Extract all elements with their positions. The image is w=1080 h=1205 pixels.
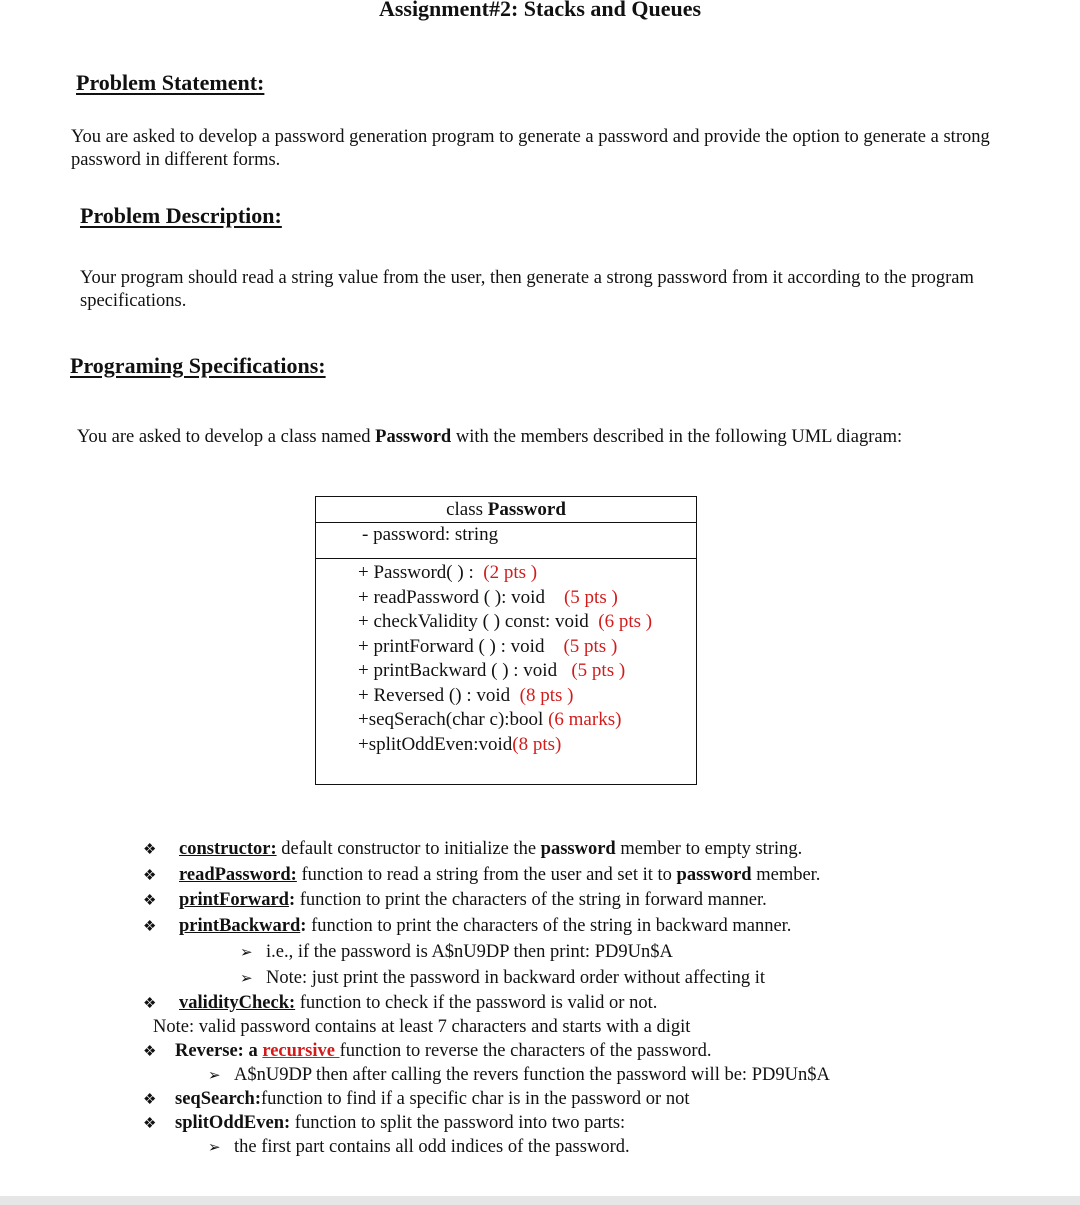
bullet-seq-search: ❖ seqSearch:function to find if a specific char is in the password or not: [143, 1087, 689, 1112]
sub-bullet-reverse-example: ➢ A$nU9DP then after calling the revers function the password will be: PD9Un$A: [208, 1063, 830, 1088]
uml-method: + Password( ) : (2 pts ): [358, 562, 538, 583]
bullet-print-forward: ❖ printForward: function to print the characters of the string in forward manner.: [143, 888, 767, 913]
arrowhead-bullet-icon: ➢: [240, 945, 253, 961]
uml-method: + printBackward ( ) : void (5 pts ): [358, 660, 626, 681]
uml-attribute: - password: string: [316, 523, 696, 559]
uml-class-diagram: [315, 496, 697, 785]
programming-specs-heading: Programing Specifications:: [70, 353, 326, 378]
bullet-read-password: ❖ readPassword: function to read a string from the user and set it to password member.: [143, 863, 820, 888]
four-diamond-bullet-icon: ❖: [143, 996, 157, 1012]
four-diamond-bullet-icon: ❖: [143, 1116, 157, 1132]
page-title: Assignment#2: Stacks and Queues: [378, 0, 702, 21]
bullet-validity-check: ❖ validityCheck: function to check if the password is valid or not.: [143, 991, 657, 1016]
bullet-reverse: ❖ Reverse: a recursive function to reverse the characters of the password.: [143, 1039, 711, 1064]
problem-statement-text: You are asked to develop a password generation program to generate a password and provide the option to generate a strong password in different forms.: [71, 127, 990, 170]
uml-method: + Reversed () : void (8 pts ): [358, 684, 574, 706]
bullet-split-odd-even: ❖ splitOddEven: function to split the password into two parts:: [143, 1111, 625, 1136]
four-diamond-bullet-icon: ❖: [143, 919, 157, 935]
bullet-constructor: ❖ constructor: default constructor to initialize the password member to empty string.: [143, 837, 802, 862]
four-diamond-bullet-icon: ❖: [143, 1092, 157, 1108]
uml-method: + readPassword ( ): void (5 pts ): [358, 586, 618, 608]
problem-statement-heading: Problem Statement:: [76, 70, 265, 95]
four-diamond-bullet-icon: ❖: [143, 868, 157, 884]
arrowhead-bullet-icon: ➢: [208, 1068, 221, 1084]
four-diamond-bullet-icon: ❖: [143, 893, 157, 909]
uml-method: + printForward ( ) : void (5 pts ): [358, 635, 618, 657]
bullet-print-backward: ❖ printBackward: function to print the characters of the string in backward manner.: [143, 914, 791, 939]
problem-description-heading: Problem Description:: [80, 203, 282, 228]
arrowhead-bullet-icon: ➢: [240, 971, 253, 987]
sub-bullet-backward-example: ➢ i.e., if the password is A$nU9DP then print: PD9Un$A: [240, 940, 673, 965]
sub-bullet-backward-note: ➢ Note: just print the password in backward order without affecting it: [240, 966, 765, 991]
uml-method: +seqSerach(char c):bool (6 marks): [358, 709, 622, 730]
uml-method: +splitOddEven:void(8 pts): [358, 733, 562, 755]
uml-method: + checkValidity ( ) const: void (6 pts ): [358, 611, 653, 632]
sub-bullet-split-first-part: ➢ the first part contains all odd indices of the password.: [208, 1135, 630, 1160]
validity-note: Note: valid password contains at least 7 characters and starts with a digit: [153, 1017, 691, 1037]
page-bottom-edge: [0, 1196, 1080, 1205]
four-diamond-bullet-icon: ❖: [143, 1044, 157, 1060]
programming-specs-intro: You are asked to develop a class named Password with the members described in the following UML diagram:: [77, 427, 903, 447]
problem-description-text: Your program should read a string value from the user, then generate a strong password from it according to the program specifications.: [80, 268, 974, 311]
uml-methods: [316, 559, 696, 757]
uml-class-name: class Password: [316, 497, 696, 523]
arrowhead-bullet-icon: ➢: [208, 1140, 221, 1156]
four-diamond-bullet-icon: ❖: [143, 842, 157, 858]
